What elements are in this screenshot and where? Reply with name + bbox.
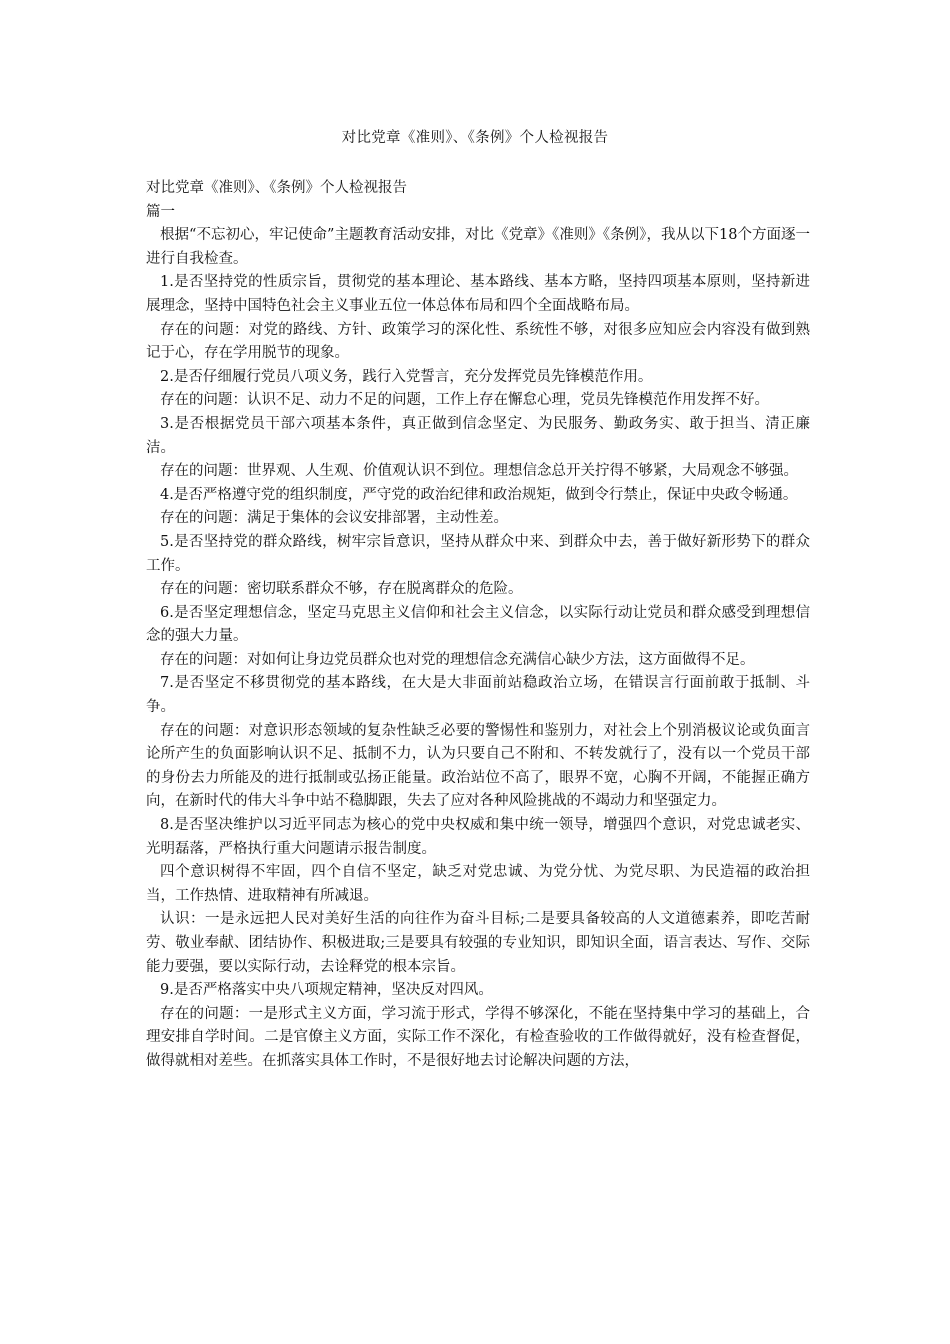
paragraph: 2.是否仔细履行党员八项义务，践行入党誓言，充分发挥党员先锋模范作用。 bbox=[160, 368, 653, 385]
paragraph: 存在的问题：对意识形态领域的复杂性缺乏必要的警惕性和鉴别力，对社会上个别消极议论或负面言论所产生的负面影响认识不足、抵制不力，认为只要自己不附和、不转发就行了，没有以一个党员干部的身份去力所能及的进行抵制或弘扬正能量。政治站位不高了，眼界不宽，心胸不开阔，不能握正确方向，在新时代的伟大斗争中站不稳脚跟，失去了应对各种风险挑战的不竭动力和坚强定力。 bbox=[146, 722, 810, 810]
document-subtitle: 对比党章《准则》、《条例》个人检视报告 bbox=[146, 180, 407, 196]
paragraph: 4.是否严格遵守党的组织制度，严守党的政治纪律和政治规矩，做到令行禁止，保证中央政令畅通。 bbox=[160, 486, 798, 503]
paragraph: 存在的问题：认识不足、动力不足的问题，工作上存在懈怠心理，党员先锋模范作用发挥不好。 bbox=[160, 392, 769, 409]
paragraph: 存在的问题：密切联系群众不够，存在脱离群众的危险。 bbox=[160, 581, 523, 598]
paragraph: 9.是否严格落实中央八项规定精神，坚决反对四风。 bbox=[160, 982, 493, 999]
paragraph: 存在的问题：满足于集体的会议安排部署，主动性差。 bbox=[160, 510, 508, 527]
section-label: 篇一 bbox=[146, 203, 175, 220]
paragraph: 5.是否坚持党的群众路线，树牢宗旨意识，坚持从群众中来、到群众中去，善于做好新形势下的群众工作。 bbox=[146, 533, 810, 574]
paragraph: 四个意识树得不牢固，四个自信不坚定，缺乏对党忠诚、为党分忧、为党尽职、为民造福的政治担当，工作热情、进取精神有所减退。 bbox=[146, 864, 810, 904]
paragraph: 存在的问题：世界观、人生观、价值观认识不到位。理想信念总开关拧得不够紧，大局观念不够强。 bbox=[160, 463, 798, 480]
paragraph: 存在的问题：对党的路线、方针、政策学习的深化性、系统性不够，对很多应知应会内容没有做到熟记于心，存在学用脱节的现象。 bbox=[146, 321, 810, 362]
page-title: 对比党章《准则》、《条例》个人检视报告 bbox=[341, 130, 609, 146]
paragraph: 存在的问题：对如何让身边党员群众也对党的理想信念充满信心缺少方法，这方面做得不足。 bbox=[160, 651, 755, 668]
paragraph: 认识：一是永远把人民对美好生活的向往作为奋斗目标;二是要具备较高的人文道德素养，即吃苦耐劳、敬业奉献、团结协作、积极进取;三是要具有较强的专业知识，即知识全面，语言表达、写作、交际能力要强，要以实际行动，去诠释党的根本宗旨。 bbox=[146, 911, 810, 975]
paragraph: 存在的问题：一是形式主义方面，学习流于形式，学得不够深化，不能在坚持集中学习的基础上，合理安排自学时间。二是官僚主义方面，实际工作不深化，有检查验收的工作做得就好，没有检查督促，做得就相对差些。在抓落实具体工作时，不是很好地去讨论解决问题的方法， bbox=[146, 1005, 810, 1069]
paragraph: 8.是否坚决维护以习近平同志为核心的党中央权威和集中统一领导，增强四个意识，对党忠诚老实、光明磊落，严格执行重大问题请示报告制度。 bbox=[146, 817, 810, 857]
paragraph: 根据“不忘初心，牢记使命”主题教育活动安排，对比《党章》《准则》《条例》，我从以下18个方面逐一进行自我检查。 bbox=[146, 227, 810, 267]
paragraph: 7.是否坚定不移贯彻党的基本路线，在大是大非面前站稳政治立场，在错误言行面前敢于抵制、斗争。 bbox=[146, 675, 810, 716]
paragraph: 6.是否坚定理想信念，坚定马克思主义信仰和社会主义信念，以实际行动让党员和群众感受到理想信念的强大力量。 bbox=[146, 604, 810, 645]
document-body bbox=[146, 177, 810, 1074]
paragraph: 3.是否根据党员干部六项基本条件，真正做到信念坚定、为民服务、勤政务实、敢于担当、清正廉洁。 bbox=[146, 415, 810, 456]
paragraph: 1.是否坚持党的性质宗旨，贯彻党的基本理论、基本路线、基本方略，坚持四项基本原则，坚持新进展理念，坚持中国特色社会主义事业五位一体总体布局和四个全面战略布局。 bbox=[146, 274, 810, 314]
